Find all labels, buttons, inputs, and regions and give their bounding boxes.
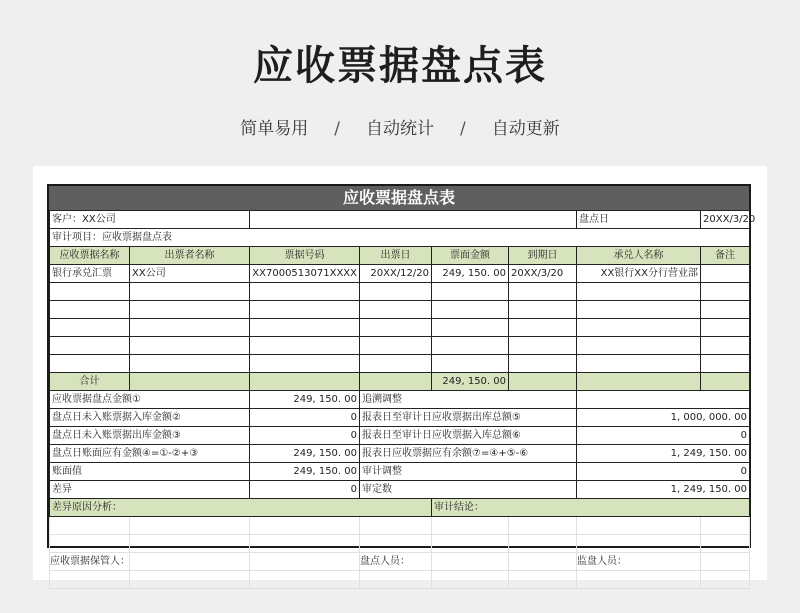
sheet-title: 应收票据盘点表 (49, 186, 749, 210)
table-row-empty (50, 355, 750, 373)
supervisor-label: 监盘人员： (577, 556, 627, 567)
summary-right-label: 报表日应收票据应有余额⑦=④+⑤-⑥ (360, 445, 577, 463)
total-amount: 249, 150. 00 (432, 373, 509, 391)
notes-cell[interactable] (250, 553, 360, 571)
customer-blank[interactable] (250, 211, 577, 229)
empty-cell[interactable] (50, 337, 130, 355)
notes-cell[interactable] (360, 535, 432, 553)
total-label: 合计 (50, 373, 130, 391)
summary-right-label: 追溯调整 (360, 391, 577, 409)
empty-cell[interactable] (130, 319, 250, 337)
empty-cell[interactable] (130, 337, 250, 355)
customer-row (50, 211, 750, 229)
empty-cell[interactable] (509, 337, 577, 355)
notes-cell[interactable] (50, 571, 130, 589)
summary-right-label: 报表日至审计日应收票据出库总额⑤ (360, 409, 577, 427)
conclusion-label: 审计结论： (432, 499, 750, 517)
col-header: 到期日 (509, 247, 577, 265)
summary-right-value[interactable]: 0 (577, 427, 750, 445)
total-blank (701, 373, 750, 391)
notes-cell[interactable] (360, 517, 432, 535)
column-header-row (50, 247, 750, 265)
summary-right-value[interactable]: 1, 000, 000. 00 (577, 409, 750, 427)
notes-cell[interactable] (509, 553, 577, 571)
notes-cell[interactable] (509, 571, 577, 589)
notes-cell[interactable] (130, 571, 250, 589)
cell-acceptor[interactable]: XX银行XX分行营业部 (577, 265, 701, 283)
empty-cell[interactable] (50, 355, 130, 373)
empty-cell[interactable] (50, 283, 130, 301)
empty-cell[interactable] (250, 337, 360, 355)
empty-cell[interactable] (701, 283, 750, 301)
summary-right-value[interactable]: 0 (577, 463, 750, 481)
table-row-empty (50, 337, 750, 355)
notes-cell[interactable] (701, 517, 750, 535)
empty-cell[interactable] (50, 301, 130, 319)
summary-right-value[interactable]: 1, 249, 150. 00 (577, 445, 750, 463)
empty-cell[interactable] (250, 301, 360, 319)
empty-cell[interactable] (577, 337, 701, 355)
empty-cell[interactable] (577, 283, 701, 301)
notes-cell[interactable] (50, 517, 130, 535)
notes-cell[interactable] (577, 517, 701, 535)
summary-left-value[interactable]: 249, 150. 00 (250, 445, 360, 463)
total-blank (360, 373, 432, 391)
total-blank (250, 373, 360, 391)
empty-cell[interactable] (509, 355, 577, 373)
ledger-table (49, 210, 756, 589)
summary-left-value[interactable]: 0 (250, 427, 360, 445)
empty-cell[interactable] (509, 319, 577, 337)
notes-cell[interactable] (50, 535, 130, 553)
notes-cell[interactable] (130, 517, 250, 535)
summary-row (50, 427, 750, 445)
notes-cell[interactable] (432, 553, 509, 571)
analysis-header-row (50, 499, 750, 517)
empty-cell[interactable] (701, 337, 750, 355)
audit-item-label: 审计项目：应收票据盘点表 (50, 229, 750, 247)
notes-row (50, 517, 750, 535)
cell-amount[interactable]: 249, 150. 00 (432, 265, 509, 283)
summary-right-label: 审定数 (360, 481, 577, 499)
summary-row (50, 481, 750, 499)
notes-cell[interactable] (701, 535, 750, 553)
empty-cell[interactable] (360, 283, 432, 301)
analysis-label: 差异原因分析： (50, 499, 432, 517)
summary-left-value[interactable]: 249, 150. 00 (250, 463, 360, 481)
table-row (50, 265, 750, 283)
total-row (50, 373, 750, 391)
summary-right-label: 审计调整 (360, 463, 577, 481)
tagline-item: 自动更新 (491, 119, 560, 139)
summary-left-value[interactable]: 249, 150. 00 (250, 391, 360, 409)
empty-cell[interactable] (701, 319, 750, 337)
notes-cell[interactable] (577, 535, 701, 553)
table-row-empty (50, 319, 750, 337)
empty-cell[interactable] (360, 301, 432, 319)
notes-cell[interactable] (509, 535, 577, 553)
empty-cell[interactable] (130, 301, 250, 319)
empty-cell[interactable] (130, 283, 250, 301)
notes-cell[interactable] (432, 517, 509, 535)
table-row-empty (50, 301, 750, 319)
empty-cell[interactable] (509, 283, 577, 301)
summary-row (50, 463, 750, 481)
summary-row (50, 391, 750, 409)
summary-left-label: 盘点日账面应有金额④=①-②+③ (50, 445, 250, 463)
notes-cell[interactable] (130, 535, 250, 553)
empty-cell[interactable] (250, 283, 360, 301)
notes-cell[interactable] (250, 517, 360, 535)
summary-left-label: 盘点日未入账票据入库金额② (50, 409, 250, 427)
summary-left-value[interactable]: 0 (250, 481, 360, 499)
summary-left-label: 差异 (50, 481, 250, 499)
empty-cell[interactable] (360, 355, 432, 373)
total-blank (509, 373, 577, 391)
empty-cell[interactable] (701, 355, 750, 373)
empty-cell[interactable] (360, 337, 432, 355)
notes-cell[interactable] (432, 571, 509, 589)
notes-cell[interactable] (250, 571, 360, 589)
cell-bill-name[interactable]: 银行承兑汇票 (50, 265, 130, 283)
tagline-separator: / (460, 119, 466, 139)
empty-cell[interactable] (250, 355, 360, 373)
audit-item-row (50, 229, 750, 247)
summary-right-label: 报表日至审计日应收票据入库总额⑥ (360, 427, 577, 445)
empty-cell[interactable] (432, 319, 509, 337)
summary-row (50, 445, 750, 463)
tagline-item: 简单易用 (240, 119, 309, 139)
col-header: 备注 (701, 247, 750, 265)
page-title: 应收票据盘点表 (253, 43, 547, 89)
empty-cell[interactable] (577, 301, 701, 319)
notes-cell[interactable] (432, 535, 509, 553)
notes-cell[interactable] (701, 553, 750, 571)
empty-cell[interactable] (250, 319, 360, 337)
notes-cell[interactable] (250, 535, 360, 553)
cell-issue-date[interactable]: 20XX/12/20 (360, 265, 432, 283)
count-date-value[interactable]: 20XX/3/20 (701, 211, 750, 229)
notes-row (50, 535, 750, 553)
table-row-empty (50, 283, 750, 301)
notes-cell[interactable] (360, 571, 432, 589)
empty-cell[interactable] (432, 355, 509, 373)
cell-drawer[interactable]: XX公司 (130, 265, 250, 283)
col-header: 票据号码 (250, 247, 360, 265)
col-header: 承兑人名称 (577, 247, 701, 265)
custodian-label: 应收票据保管人： (50, 556, 130, 567)
empty-cell[interactable] (432, 337, 509, 355)
counter-label: 盘点人员： (360, 556, 410, 567)
empty-cell[interactable] (432, 283, 509, 301)
cell-due-date[interactable]: 20XX/3/20 (509, 265, 577, 283)
notes-cell[interactable] (701, 571, 750, 589)
empty-cell[interactable] (509, 301, 577, 319)
total-blank (130, 373, 250, 391)
cell-remark[interactable] (701, 265, 750, 283)
summary-left-label: 账面值 (50, 463, 250, 481)
col-header: 出票日 (360, 247, 432, 265)
empty-cell[interactable] (130, 355, 250, 373)
count-date-label: 盘点日 (577, 211, 701, 229)
col-header: 应收票据名称 (50, 247, 130, 265)
cell-bill-number[interactable]: XX7000513071XXXX (250, 265, 360, 283)
col-header: 票面金额 (432, 247, 509, 265)
notes-row (50, 571, 750, 589)
empty-cell[interactable] (360, 319, 432, 337)
summary-right-value[interactable] (577, 391, 750, 409)
spreadsheet (47, 184, 756, 548)
col-header: 出票者名称 (130, 247, 250, 265)
notes-cell[interactable] (509, 517, 577, 535)
empty-cell[interactable] (50, 319, 130, 337)
notes-cell[interactable] (577, 571, 701, 589)
summary-left-label: 盘点日未入账票据出库金额③ (50, 427, 250, 445)
summary-row (50, 409, 750, 427)
summary-left-value[interactable]: 0 (250, 409, 360, 427)
empty-cell[interactable] (701, 301, 750, 319)
tagline-separator: / (334, 119, 340, 139)
tagline (0, 114, 800, 139)
customer-label: 客户：XX公司 (50, 211, 250, 229)
total-blank (577, 373, 701, 391)
tagline-item: 自动统计 (366, 119, 434, 139)
empty-cell[interactable] (577, 355, 701, 373)
empty-cell[interactable] (432, 301, 509, 319)
summary-left-label: 应收票据盘点金额① (50, 391, 250, 409)
summary-right-value[interactable]: 1, 249, 150. 00 (577, 481, 750, 499)
empty-cell[interactable] (577, 319, 701, 337)
notes-cell[interactable] (130, 553, 250, 571)
